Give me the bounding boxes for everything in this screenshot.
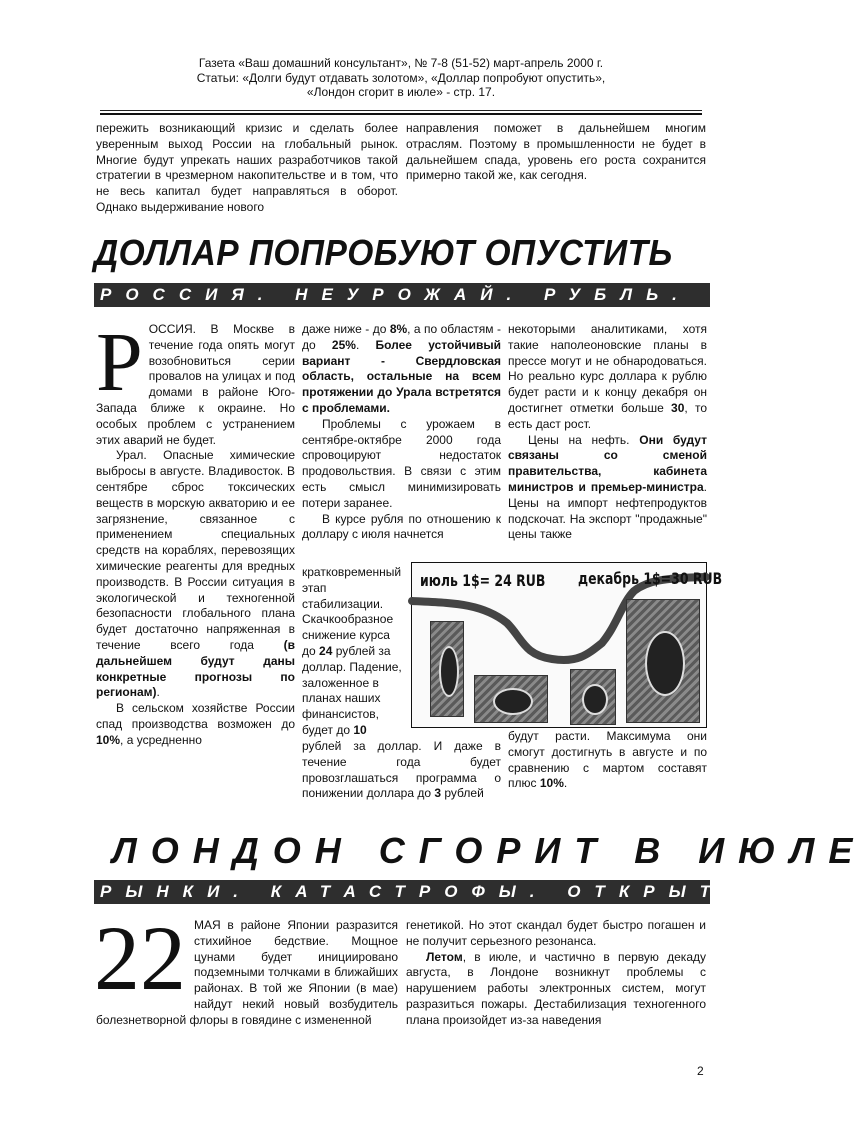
article1-col3-para2	[508, 433, 707, 544]
article1-column-3-bottom	[508, 729, 707, 792]
article1-column-2-bottom	[302, 739, 501, 802]
article1-col1-para2-text: Урал. Опасные химические выбросы в августе. Владивосток. В сентябре сброс токсических веществ в морскую акваторию и ее загрязнение, связанное с применением специальных средств на кораблях, перевозящих химические реагенты для вредных производств. В России ситуация в экологической и техногенной безопасности глобального плана будет достаточно напряженная в течение всего года	[96, 448, 295, 652]
article1-column-1	[96, 316, 295, 749]
article1-col2-bold-2: 25%	[331, 337, 356, 352]
top-article-text-right: направления поможет в дальнейшем многим отраслям. Поэтому в промышленности не будет в дальнейшем спада, уровень его роста сохранится примерно такой же, как сегодня.	[406, 121, 706, 183]
article2-column-1	[94, 907, 398, 1029]
article1-col3-para3	[508, 729, 707, 792]
article1-col2-wide-c: рублей	[441, 786, 484, 801]
banknote-portrait-icon	[439, 646, 459, 697]
article1-col1-para3-text: В сельском хозяйстве России спад производства возможен до	[96, 701, 295, 731]
article1-col3-para1	[508, 322, 707, 433]
article1-subhead-bar: РОССИЯ. НЕУРОЖАЙ. РУБЛЬ.	[94, 283, 710, 307]
article1-col2-text-c: , а по областям - до	[302, 322, 501, 352]
article1-col2-narrow-bold-10: 10	[353, 722, 367, 737]
article2-col2-para2-bold: Летом	[426, 949, 463, 964]
article2-col2-para1: генетикой. Но этот скандал будет быстро погашен и не получит серьезного резонанса.	[406, 918, 706, 948]
article1-col3-para2-text: Цены на нефть.	[528, 432, 640, 447]
top-article-text-left: пережить возникающий кризис и сделать более уверенным выход России на глобальный рынок. Многие будут упрекать наших разработчиков такой стратегии в чрезмерном накопительстве и в том, что не весь капитал будет направляться в оборот. Однако выдерживание нового	[96, 121, 398, 214]
article1-col3-para3-end: .	[563, 776, 568, 791]
article1-col2-bold-1: 8%	[389, 322, 408, 336]
banknote-portrait-icon	[582, 684, 608, 715]
header-line-2: Статьи: «Долги будут отдавать золотом», «Доллар попробуют опустить»,	[196, 70, 606, 85]
article2-subhead-bar: РЫНКИ. КАТАСТРОФЫ. ОТКРЫТИЯ	[94, 880, 710, 904]
ruble-banknote-image	[430, 621, 464, 717]
banknote-portrait-icon	[645, 631, 685, 696]
article1-col2-wide-text	[302, 739, 501, 802]
article1-col2-para2: Проблемы с урожаем в сентябре-октябре 2000 года спровоцируют недостаток продовольствия. В связи с этим есть смысл минимизировать потери заранее.	[302, 416, 501, 510]
header-rule-thick	[100, 113, 702, 115]
article1-col1-para3-end: , а усредненно	[120, 732, 202, 747]
article1-col2-narrow-a: кратковременный этап стабилизации. Скачкообразное снижение курса до	[302, 565, 402, 658]
article2-col2-para2	[406, 950, 706, 1029]
dollar-banknote-large-image	[626, 599, 700, 723]
dollar-banknote-medium-image	[570, 669, 616, 725]
article1-col1-para2	[96, 448, 295, 701]
figure-label-december: декабрь 1$=30 RUB	[578, 569, 723, 588]
article1-col2-para1	[302, 322, 501, 417]
article2-dropcap: 22	[94, 907, 186, 1009]
article1-col2-text-d: .	[355, 337, 376, 352]
article1-col1-para1: ОССИЯ. В Москве в течение года опять могут возобновиться серии провалов на улицах и под домами в районе Юго-Запада ближе к окраине. Но особых проблем с устранением этих аварий не будет.	[96, 322, 295, 447]
header-line-1: Газета «Ваш домашний консультант», № 7-8 (51-52) март-апрель 2000 г.	[198, 56, 604, 70]
article1-col3-para3-text: будут расти. Максимума они смогут достигнуть в августе и по сравнению с мартом составят плюс	[508, 729, 707, 791]
ruble-dollar-illustration	[411, 562, 723, 728]
article1-col1-para2-bold: (в дальнейшем будут даны конкретные прогнозы по регионам)	[96, 637, 295, 700]
article1-col2-wide-bold: 3	[434, 786, 442, 801]
article1-col2-narrow-c: рублей за доллар. Падение, заложенное в планах наших финансистов, будет до	[302, 643, 402, 737]
article1-col3-para2-bold: Они будут связаны со сменой правительства, кабинета министров и премьер-министра	[508, 432, 707, 494]
article2-col2-para2-text: , в июле, и частично в первую декаду августа, в Лондоне возникнут проблемы с нарушением работы электронных систем, могут разразиться пожары. Дестабилизация техногенного плана произойдет из-за наведения	[406, 949, 706, 1027]
article1-col2-narrow-bold-24: 24	[319, 643, 333, 658]
article1-col1-para3	[96, 701, 295, 748]
dollar-banknote-small-image	[474, 675, 548, 723]
article1-col3-para1-end: , то есть даст рост.	[508, 400, 707, 431]
article2-column-2	[406, 918, 706, 1029]
article1-headline: ДОЛЛАР ПОПРОБУЮТ ОПУСТИТЬ	[94, 232, 673, 273]
article1-col3-para1-bold: 30	[671, 400, 685, 415]
banknote-portrait-icon	[493, 688, 533, 715]
top-article-column-right	[406, 121, 706, 184]
article1-dropcap: Р	[96, 316, 143, 409]
figure-label-july: июль 1$= 24 RUB	[420, 571, 546, 590]
article1-col3-para2-end: . Цены на импорт нефтепродуктов подскочат. На экспорт "продажные" цены также	[508, 479, 707, 542]
article1-column-3-top	[508, 322, 707, 543]
article1-col2-para3: В курсе рубля по отношению к доллару с июля начнется	[302, 511, 501, 542]
article1-col2-text-a: даже ниже - до	[302, 322, 390, 336]
article2-headline: ЛОНДОН СГОРИТ В ИЮЛЕ	[112, 830, 866, 871]
header-line-3: «Лондон сгорит в июле» - стр. 17.	[306, 85, 496, 99]
article1-col1-para2-end: .	[156, 685, 160, 700]
header-rule-thin	[100, 110, 702, 111]
article1-col2-wide-a: рублей за доллар. И даже в течение года будет провозглашаться программа о понижении доллара до	[302, 739, 501, 801]
article1-col2-bold-3: Более устойчивый вариант - Свердловская область, остальные на всем протяжении до Урала встретятся с проблемами.	[302, 337, 502, 415]
article1-col3-para1-text: некоторыми аналитиками, хотя такие наполеоновские планы в прессе могут и не обнародоваться. Но реально курс доллара к рублю будет расти и к концу декабря он достигнет отметки больше	[508, 322, 707, 415]
top-article-column-left	[96, 121, 398, 216]
article1-column-2-top	[302, 322, 501, 543]
article1-col3-para3-bold: 10%	[539, 776, 564, 791]
article1-col2-narrow-text	[302, 565, 406, 739]
page-number: 2	[697, 1064, 704, 1078]
article1-column-2-narrow	[302, 565, 406, 739]
publication-header	[100, 56, 702, 100]
article2-col1-text: МАЯ в районе Японии разразится стихийное бедствие. Мощное цунами будет инициировано подземными толчками в ближайших районах. В той же Японии (в мае) найдут некий новый возбудитель болезнетворной флоры в говядине с измененной	[96, 918, 398, 1027]
article1-col1-para3-bold: 10%	[96, 732, 121, 747]
